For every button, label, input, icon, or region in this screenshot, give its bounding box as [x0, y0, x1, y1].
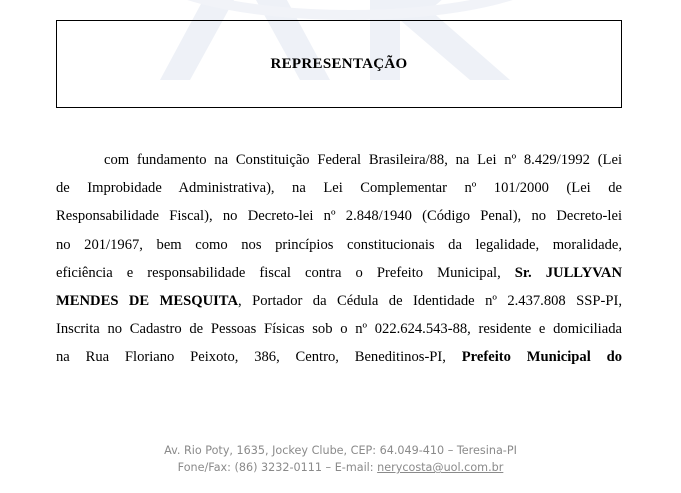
body-line-5	[56, 259, 622, 287]
body-line-4: no 201/1967, bem como nos princípios constitucionais da legalidade, moralidade,	[56, 236, 622, 253]
body-line-7: Inscrita no Cadastro de Pessoas Físicas sob o nº 022.624.543-88, residente e domiciliada	[56, 321, 622, 338]
body-line-5-text: eficiência e responsabilidade fiscal contra o Prefeito Municipal,	[56, 264, 501, 281]
footer-address: Av. Rio Poty, 1635, Jockey Clube, CEP: 64.049-410 – Teresina-PI	[164, 444, 517, 457]
footer-email-link[interactable]: nerycosta@uol.com.br	[377, 461, 504, 474]
footer-phone: Fone/Fax: (86) 3232-0111 – E-mail:	[177, 461, 374, 474]
title-box	[56, 20, 622, 108]
body-line-6-text: , Portador da Cédula de Identidade nº 2.437.808 SSP-PI,	[238, 292, 622, 309]
body-line-2: de Improbidade Administrativa), na Lei Complementar nº 101/2000 (Lei de	[56, 180, 622, 197]
body-line-8	[56, 343, 622, 371]
footer-contact	[0, 461, 681, 474]
body-line-3: Responsabilidade Fiscal), no Decreto-lei nº 2.848/1940 (Código Penal), no Decreto-lei	[56, 208, 622, 225]
body-line-8-bold: Prefeito Municipal do	[461, 349, 622, 366]
accused-name-part1: Sr. JULLYVAN	[514, 264, 622, 281]
body-paragraph	[56, 146, 622, 372]
body-line-8-text: na Rua Floriano Peixoto, 386, Centro, Beneditinos-PI,	[56, 349, 446, 366]
accused-name-part2: MENDES DE MESQUITA	[56, 292, 238, 309]
body-line-6	[56, 287, 622, 315]
body-line-1: com fundamento na Constituição Federal Brasileira/88, na Lei nº 8.429/1992 (Lei	[104, 152, 622, 168]
document-title: REPRESENTAÇÃO	[270, 55, 408, 72]
